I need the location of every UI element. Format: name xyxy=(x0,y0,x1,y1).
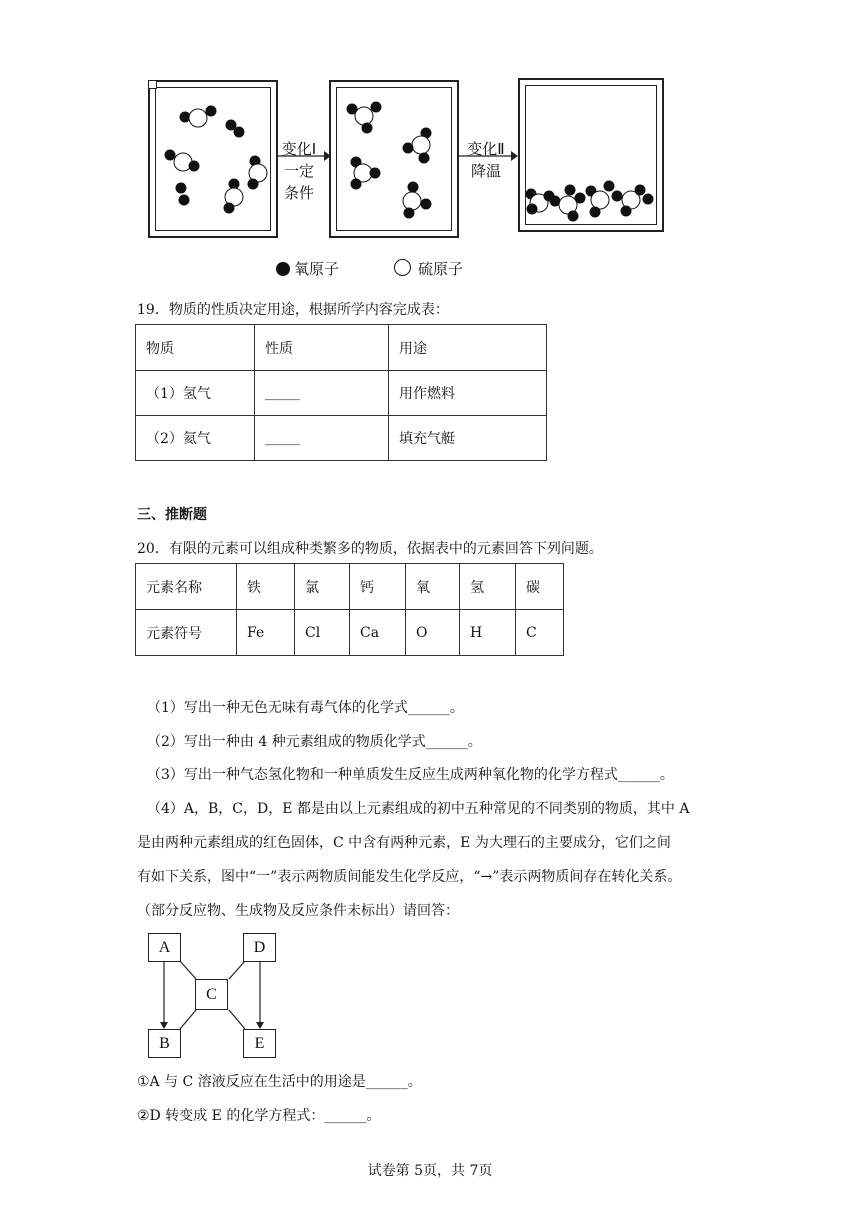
node-d: D xyxy=(243,933,276,962)
q20-prompt: 20．有限的元素可以组成种类繁多的物质，依据表中的元素回答下列问题。 xyxy=(137,541,603,557)
element-cell: 碳 xyxy=(516,564,564,610)
arrow-1-label xyxy=(276,138,322,204)
arrow-2-label xyxy=(458,138,514,182)
q20-sub1: （1）写出一种无色无味有毒气体的化学式______。 xyxy=(147,700,464,716)
box-2-molecules xyxy=(329,80,459,238)
box-3-molecules xyxy=(518,78,664,232)
q19-cell: 用作燃料 xyxy=(389,371,547,416)
q20-sub2: （2）写出一种由 4 种元素组成的物质化学式______。 xyxy=(147,734,482,750)
element-cell: 氧 xyxy=(406,564,460,610)
sulfur-atom-icon xyxy=(394,259,411,276)
q19-answer-blank[interactable]: _____ xyxy=(255,416,389,461)
element-cell: 氢 xyxy=(460,564,516,610)
arrow-1-label-line1: 变化Ⅰ xyxy=(281,140,317,158)
element-cell: Cl xyxy=(295,610,350,656)
node-a: A xyxy=(148,933,181,962)
q20-question-b: ②D 转变成 E 的化学方程式：______。 xyxy=(137,1108,381,1124)
element-cell: 钙 xyxy=(350,564,406,610)
element-symbol-header: 元素符号 xyxy=(136,610,237,656)
table-row xyxy=(136,371,547,416)
table-row xyxy=(136,564,564,610)
element-cell: Fe xyxy=(237,610,295,656)
arrow-1-label-line3: 条件 xyxy=(283,184,314,202)
q19-header-substance: 物质 xyxy=(136,325,255,371)
element-table xyxy=(135,563,564,656)
node-e: E xyxy=(243,1029,276,1058)
q19-header-property: 性质 xyxy=(255,325,389,371)
element-cell: H xyxy=(460,610,516,656)
arrow-1-label-line2: 一定 xyxy=(283,162,314,180)
element-cell: O xyxy=(406,610,460,656)
element-cell: Ca xyxy=(350,610,406,656)
q19-header-use: 用途 xyxy=(389,325,547,371)
q19-cell: 填充气艇 xyxy=(389,416,547,461)
q20-sub4-line3: 有如下关系，图中“一”表示两物质间能发生化学反应，“→”表示两物质间存在转化关系。 xyxy=(137,869,682,885)
table-row xyxy=(136,610,564,656)
q19-prompt: 19．物质的性质决定用途，根据所学内容完成表： xyxy=(137,302,449,318)
element-cell: 氯 xyxy=(295,564,350,610)
q19-cell: （1）氢气 xyxy=(136,371,255,416)
q20-sub4-line1: （4）A，B，C，D，E 都是由以上元素组成的初中五种常见的不同类别的物质，其中 A xyxy=(147,801,690,817)
box-1-molecules xyxy=(148,80,278,238)
q20-sub4-line2: 是由两种元素组成的红色固体，C 中含有两种元素，E 为大理石的主要成分，它们之间 xyxy=(137,835,671,851)
oxygen-atom-icon xyxy=(276,262,290,276)
q20-question-a: ①A 与 C 溶液反应在生活中的用途是______。 xyxy=(137,1074,422,1090)
q19-table xyxy=(135,324,547,461)
legend-sulfur-label: 硫原子 xyxy=(418,260,464,278)
legend-oxygen-label: 氧原子 xyxy=(294,260,340,278)
section-title: 三、推断题 xyxy=(137,507,207,523)
arrow-2-label-line1: 变化Ⅱ xyxy=(467,140,505,158)
page-footer: 试卷第 5页，共 7页 xyxy=(367,1163,493,1179)
q19-answer-blank[interactable]: _____ xyxy=(255,371,389,416)
q20-sub4-line4: （部分反应物、生成物及反应条件未标出）请回答： xyxy=(137,903,459,919)
node-b: B xyxy=(148,1029,181,1058)
element-name-header: 元素名称 xyxy=(136,564,237,610)
element-cell: 铁 xyxy=(237,564,295,610)
element-cell: C xyxy=(516,610,564,656)
table-row xyxy=(136,416,547,461)
q19-cell: （2）氦气 xyxy=(136,416,255,461)
q20-sub3: （3）写出一种气态氢化物和一种单质发生反应生成两种氧化物的化学方程式______。 xyxy=(147,767,674,783)
arrow-2-label-line2: 降温 xyxy=(470,162,501,180)
node-c: C xyxy=(195,979,228,1010)
